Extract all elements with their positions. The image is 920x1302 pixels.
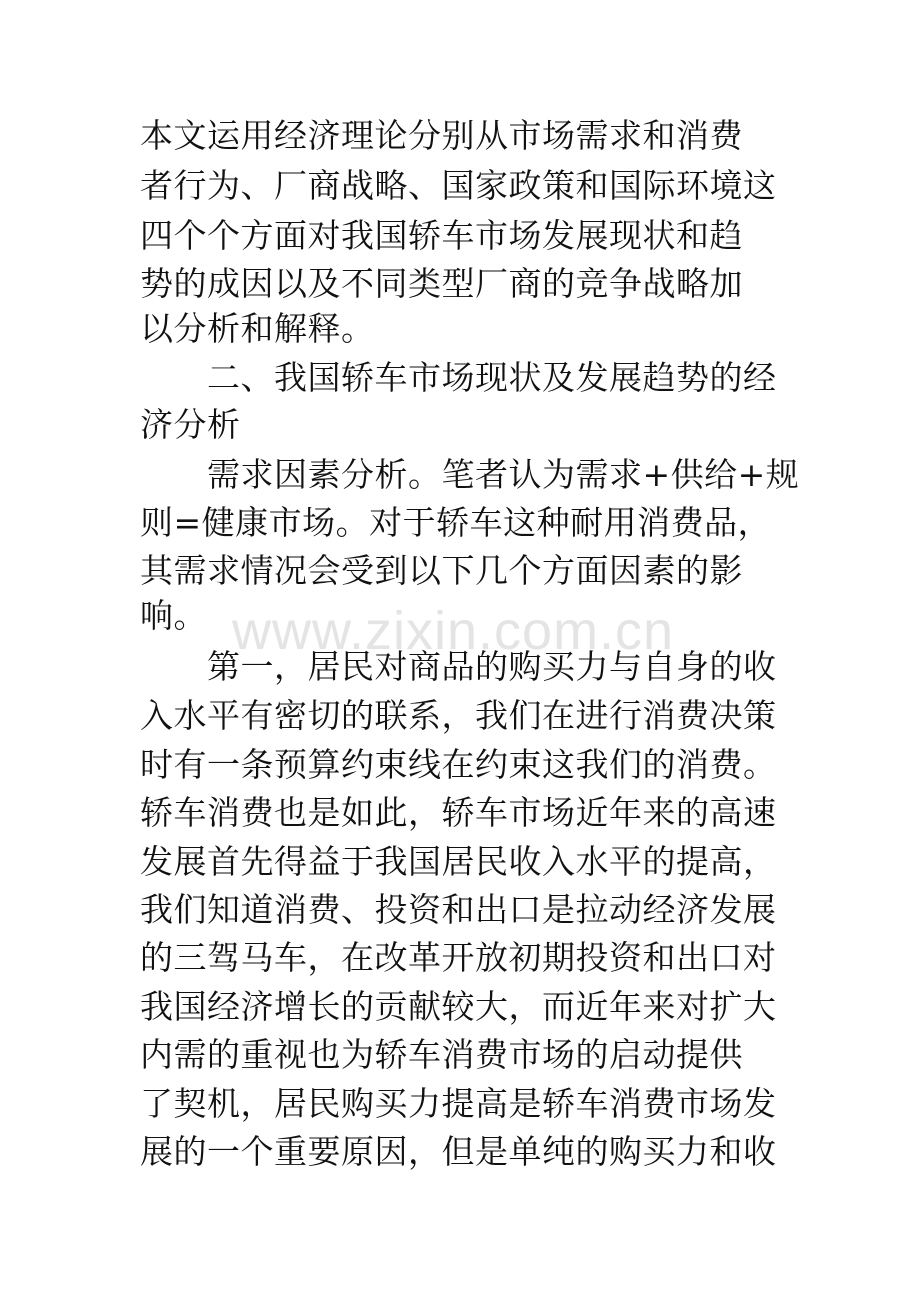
text-line: 轿车消费也是如此，轿车市场近年来的高速 (140, 793, 777, 832)
text-line: 以分析和解释。 (140, 309, 375, 348)
watermark: www.zixin.com.cn (232, 601, 675, 661)
text-line: 其需求情况会受到以下几个方面因素的影 (140, 551, 743, 590)
text-line: 我们知道消费、投资和出口是拉动经济发展 (140, 890, 777, 929)
text-line: 了契机，居民购买力提高是轿车消费市场发 (140, 1084, 777, 1123)
text-line: 势的成因以及不同类型厂商的竞争战略加 (140, 264, 743, 303)
text-line: 时有一条预算约束线在约束这我们的消费。 (140, 745, 777, 784)
text-line: 则=健康市场。对于轿车这种耐用消费品， (140, 503, 772, 542)
text-line: 需求因素分析。笔者认为需求+供给+规 (140, 455, 800, 494)
text-line: 本文运用经济理论分别从市场需求和消费 (140, 116, 743, 155)
section-heading-line: 二、我国轿车市场现状及发展趋势的经 (140, 358, 777, 397)
text-line: 展的一个重要原因，但是单纯的购买力和收 (140, 1132, 777, 1171)
section-heading-line: 济分析 (140, 405, 241, 444)
text-line: 的三驾马车，在改革开放初期投资和出口对 (140, 938, 777, 977)
text-line: 响。 (140, 596, 207, 635)
text-line: 我国经济增长的贡献较大，而近年来对扩大 (140, 987, 777, 1026)
text-line: 入水平有密切的联系，我们在进行消费决策 (140, 696, 777, 735)
text-line: 四个个方面对我国轿车市场发展现状和趋 (140, 216, 743, 255)
text-line: 第一，居民对商品的购买力与自身的收 (140, 647, 777, 686)
text-line: 内需的重视也为轿车消费市场的启动提供 (140, 1035, 743, 1074)
text-line: 者行为、厂商战略、国家政策和国际环境这 (140, 166, 777, 205)
text-line: 发展首先得益于我国居民收入水平的提高， (140, 842, 777, 881)
